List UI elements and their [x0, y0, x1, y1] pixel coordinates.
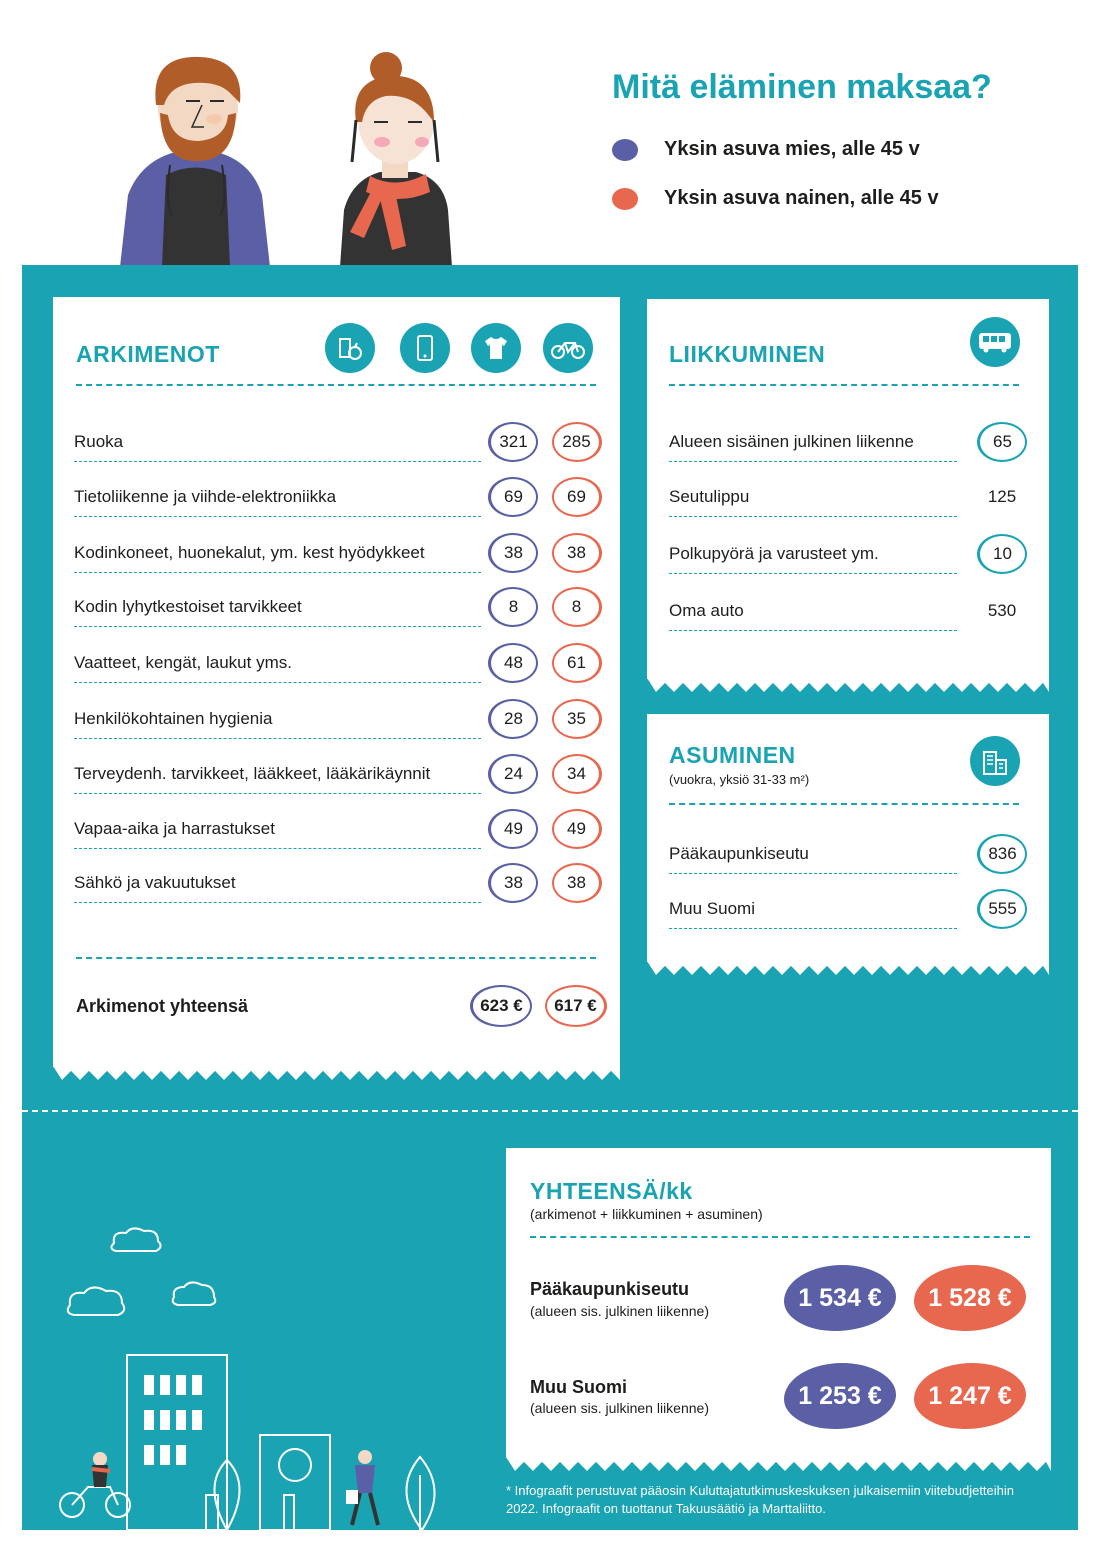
arkimenot-row-label: Vapaa-aika ja harrastukset — [74, 819, 275, 838]
arkimenot-men-value: 8 — [488, 587, 538, 627]
arkimenot-women-value: 49 — [552, 809, 602, 849]
arkimenot-men-value: 49 — [488, 809, 538, 849]
arkimenot-women-value: 8 — [552, 587, 602, 627]
legend-women-label: Yksin asuva nainen, alle 45 v — [664, 187, 939, 209]
asuminen-value: 555 — [977, 889, 1027, 929]
asuminen-value: 836 — [977, 834, 1027, 874]
arkimenot-men-value: 321 — [488, 422, 538, 462]
arkimenot-row-label: Vaatteet, kengät, laukut yms. — [74, 653, 292, 672]
liikkuminen-value: 125 — [987, 487, 1017, 506]
asuminen-row-label: Pääkaupunkiseutu — [669, 844, 809, 863]
arkimenot-men-value: 69 — [488, 477, 538, 517]
yhteensa-title: YHTEENSÄ/kk — [530, 1178, 693, 1204]
arkimenot-men-value: 38 — [488, 533, 538, 573]
liikkuminen-value: 530 — [987, 601, 1017, 620]
arkimenot-women-value: 38 — [552, 533, 602, 573]
legend-men-label: Yksin asuva mies, alle 45 v — [664, 138, 920, 160]
arkimenot-women-value: 38 — [552, 863, 602, 903]
arkimenot-women-value: 35 — [552, 699, 602, 739]
page-title: Mitä eläminen maksaa? — [612, 68, 992, 106]
liikkuminen-row-label: Oma auto — [669, 601, 744, 620]
arkimenot-row-label: Tietoliikenne ja viihde-elektroniikka — [74, 487, 337, 506]
city-illustration — [22, 1225, 502, 1530]
yhteensa-row1-sub: (alueen sis. julkinen liikenne) — [530, 1303, 709, 1319]
arkimenot-women-value: 69 — [552, 477, 602, 517]
liikkuminen-title: LIIKKUMINEN — [669, 341, 826, 367]
arkimenot-row-label: Kodin lyhytkestoiset tarvikkeet — [74, 597, 302, 616]
arkimenot-title: ARKIMENOT — [76, 341, 220, 367]
asuminen-title: ASUMINEN — [669, 742, 796, 768]
yhteensa-row2-label: Muu Suomi — [530, 1377, 627, 1397]
arkimenot-men-value: 24 — [488, 754, 538, 794]
arkimenot-men-value: 28 — [488, 699, 538, 739]
arkimenot-row-label: Kodinkoneet, huonekalut, ym. kest hyödykkeet — [74, 543, 425, 562]
arkimenot-total-label: Arkimenot yhteensä — [76, 996, 249, 1016]
yhteensa-row2-sub: (alueen sis. julkinen liikenne) — [530, 1400, 709, 1416]
asuminen-subtitle: (vuokra, yksiö 31-33 m²) — [669, 772, 810, 787]
arkimenot-men-value: 38 — [488, 863, 538, 903]
liikkuminen-row-label: Alueen sisäinen julkinen liikenne — [669, 432, 914, 451]
yhteensa-row1-label: Pääkaupunkiseutu — [530, 1279, 690, 1299]
arkimenot-row-label: Ruoka — [74, 432, 124, 451]
yhteensa-row2-men: 1 253 € — [784, 1363, 896, 1429]
footnote: * Infograafit perustuvat pääosin Kuluttajatutkimuskeskuksen julkaisemiin viitebudjetteihin 2022. Infograafit on tuottanut Takuusäätiö ja Marttaliitto. — [506, 1483, 1015, 1516]
liikkuminen-row-label: Seutulippu — [669, 487, 750, 506]
yhteensa-row1-women: 1 528 € — [914, 1265, 1026, 1331]
asuminen-row-label: Muu Suomi — [669, 899, 755, 918]
arkimenot-women-value: 61 — [552, 643, 602, 683]
yhteensa-row1-men: 1 534 € — [784, 1265, 896, 1331]
arkimenot-total-women: 617 € — [545, 985, 607, 1027]
yhteensa-row2-women: 1 247 € — [914, 1363, 1026, 1429]
liikkuminen-value: 10 — [977, 534, 1027, 574]
liikkuminen-row-label: Polkupyörä ja varusteet ym. — [669, 544, 879, 563]
arkimenot-row-label: Henkilökohtainen hygienia — [74, 709, 273, 728]
arkimenot-women-value: 285 — [552, 422, 602, 462]
arkimenot-men-value: 48 — [488, 643, 538, 683]
arkimenot-women-value: 34 — [552, 754, 602, 794]
arkimenot-row-label: Terveydenh. tarvikkeet, lääkkeet, lääkärikäynnit — [74, 764, 431, 783]
arkimenot-row-label: Sähkö ja vakuutukset — [74, 873, 236, 892]
arkimenot-total-men: 623 € — [470, 985, 532, 1027]
liikkuminen-value: 65 — [977, 422, 1027, 462]
yhteensa-subtitle: (arkimenot + liikkuminen + asuminen) — [530, 1206, 763, 1222]
